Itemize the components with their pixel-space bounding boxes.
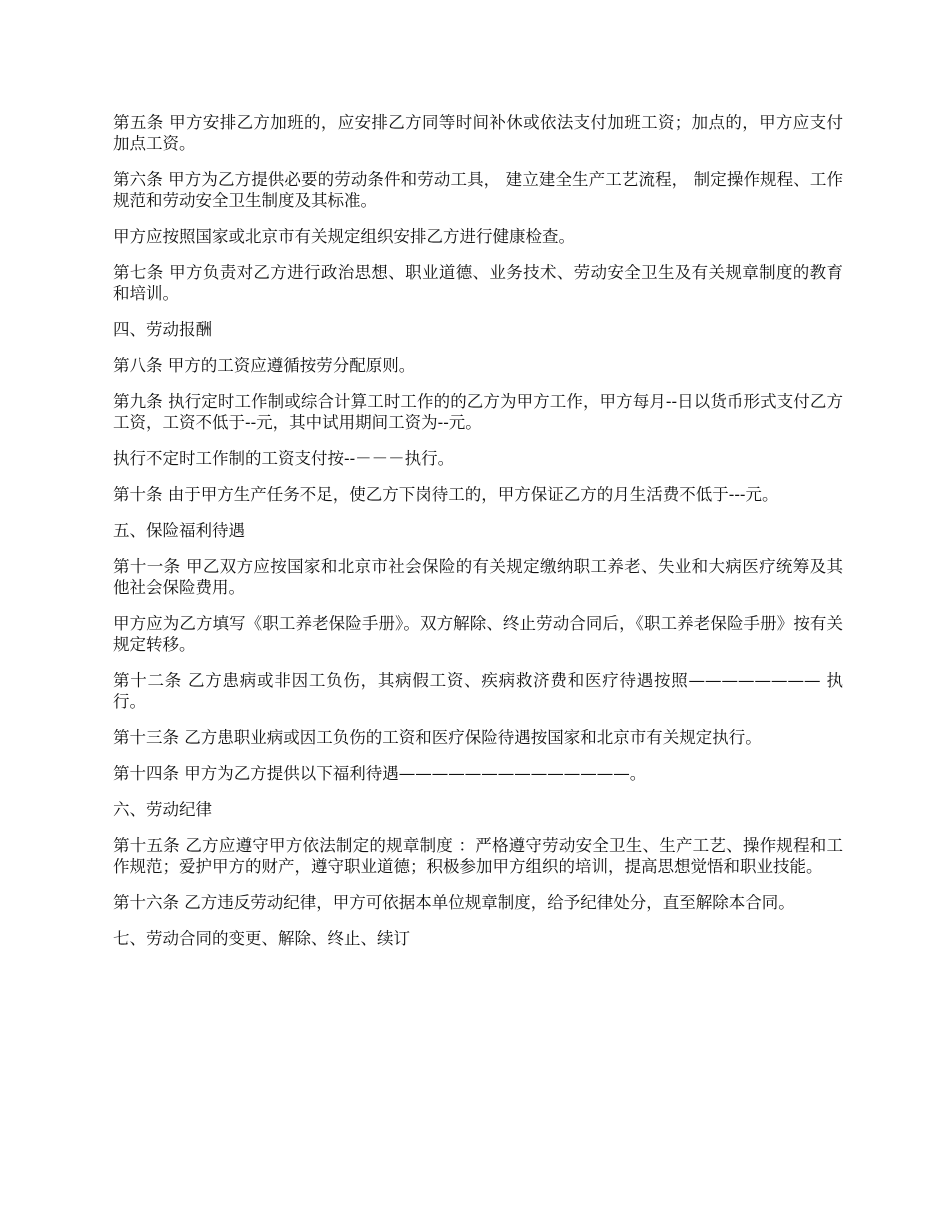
clause-11: 第十一条 甲乙双方应按国家和北京市社会保险的有关规定缴纳职工养老、失业和大病医疗统筹及其他社会保险费用。 [113,557,843,597]
clause-12: 第十二条 乙方患病或非因工负伤，其病假工资、疾病救济费和医疗待遇按照———————— 执行。 [113,671,843,711]
clause-13: 第十三条 乙方患职业病或因工负伤的工资和医疗保险待遇按国家和北京市有关规定执行。 [113,728,762,747]
clause-8: 第八条 甲方的工资应遵循按劳分配原则。 [113,356,416,375]
clause-5: 第五条 甲方安排乙方加班的，应安排乙方同等时间补休或依法支付加班工资；加点的，甲方应支付加点工资。 [113,113,843,153]
clause-16: 第十六条 乙方违反劳动纪律，甲方可依据本单位规章制度，给予纪律处分，直至解除本合同。 [113,893,795,912]
clause-9: 第九条 执行定时工作制或综合计算工时工作的的乙方为甲方工作，甲方每月--日以货币形式支付乙方工资，工资不低于--元，其中试用期间工资为--元。 [113,392,843,432]
clause-15: 第十五条 乙方应遵守甲方依法制定的规章制度 ：严格遵守劳动安全卫生、生产工艺、操作规程和工作规范；爱护甲方的财产，遵守职业道德；积极参加甲方组织的培训，提高思想觉悟和职业技能。 [113,836,843,876]
section-heading-remuneration: 四、劳动报酬 [113,320,212,339]
section-heading-discipline: 六、劳动纪律 [113,800,212,819]
clause-14: 第十四条 甲方为乙方提供以下福利待遇——————————————。 [113,764,647,783]
flexible-hours-paragraph: 执行不定时工作制的工资支付按--－－－执行。 [113,449,455,468]
health-check-paragraph: 甲方应按照国家或北京市有关规定组织安排乙方进行健康检查。 [113,227,575,246]
section-heading-insurance: 五、保险福利待遇 [113,521,245,540]
document-page [113,112,843,964]
clause-10: 第十条 由于甲方生产任务不足，使乙方下岗待工的，甲方保证乙方的月生活费不低于---元。 [113,485,779,504]
section-heading-contract-changes: 七、劳动合同的变更、解除、终止、续订 [113,929,410,948]
clause-7: 第七条 甲方负责对乙方进行政治思想、职业道德、业务技术、劳动安全卫生及有关规章制度的教育和培训。 [113,263,843,303]
clause-6: 第六条 甲方为乙方提供必要的劳动条件和劳动工具， 建立建全生产工艺流程， 制定操作规程、工作规范和劳动安全卫生制度及其标准。 [113,170,843,210]
pension-handbook-paragraph: 甲方应为乙方填写《职工养老保险手册》。双方解除、终止劳动合同后，《职工养老保险手册》按有关规定转移。 [113,614,843,654]
